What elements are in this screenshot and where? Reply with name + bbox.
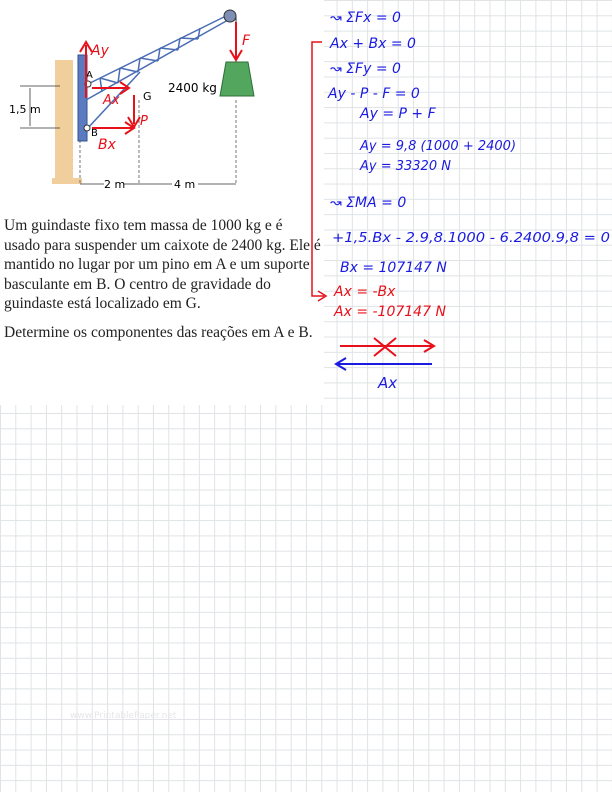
label-ax: Ax bbox=[103, 93, 120, 108]
solution-line-10: Bx = 107147 N bbox=[340, 260, 447, 276]
solution-line-9: +1,5.Bx - 2.9,8.1000 - 6.2400.9,8 = 0 bbox=[332, 231, 610, 246]
solution-line-5: Ay = P + F bbox=[360, 106, 436, 122]
solution-line-6: Ay = 9,8 (1000 + 2400) bbox=[360, 139, 517, 154]
solution-line-7: Ay = 33320 N bbox=[360, 159, 451, 174]
problem-statement: Um guindaste fixo tem massa de 1000 kg e é usado para suspender um caixote de 2400 kg. Ele é mantido no lugar por um pino em A e um suporte basculante em B. O centro de gravidade do guindaste está localizado em G. bbox=[4, 217, 321, 312]
mass-label: 2400 kg bbox=[168, 81, 217, 95]
label-p: P bbox=[140, 114, 148, 129]
dim-left: 2 m bbox=[104, 178, 126, 191]
watermark: www.PrintablePaper.net bbox=[70, 711, 177, 721]
solution-line-4: Ay - P - F = 0 bbox=[328, 86, 420, 102]
solution-line-11: Ax = -Bx bbox=[334, 284, 396, 300]
solution-line-8: ↝ ΣMA = 0 bbox=[330, 195, 407, 211]
label-ay: Ay bbox=[91, 43, 109, 59]
label-bx: Bx bbox=[98, 137, 116, 153]
solution-line-1: ↝ ΣFx = 0 bbox=[330, 10, 401, 26]
problem-question: Determine os componentes das reações em A e B. bbox=[4, 323, 313, 341]
label-g: G bbox=[143, 90, 152, 103]
height-label: 1,5 m bbox=[9, 103, 41, 116]
solution-line-3: ↝ ΣFy = 0 bbox=[330, 61, 401, 77]
solution-line-12: Ax = -107147 N bbox=[334, 304, 446, 320]
ax-under-arrow: Ax bbox=[378, 374, 398, 392]
label-b: B bbox=[91, 128, 98, 139]
dim-right: 4 m bbox=[174, 178, 196, 191]
label-a: A bbox=[86, 70, 93, 81]
label-f: F bbox=[242, 33, 251, 49]
solution-line-2: Ax + Bx = 0 bbox=[330, 36, 416, 52]
